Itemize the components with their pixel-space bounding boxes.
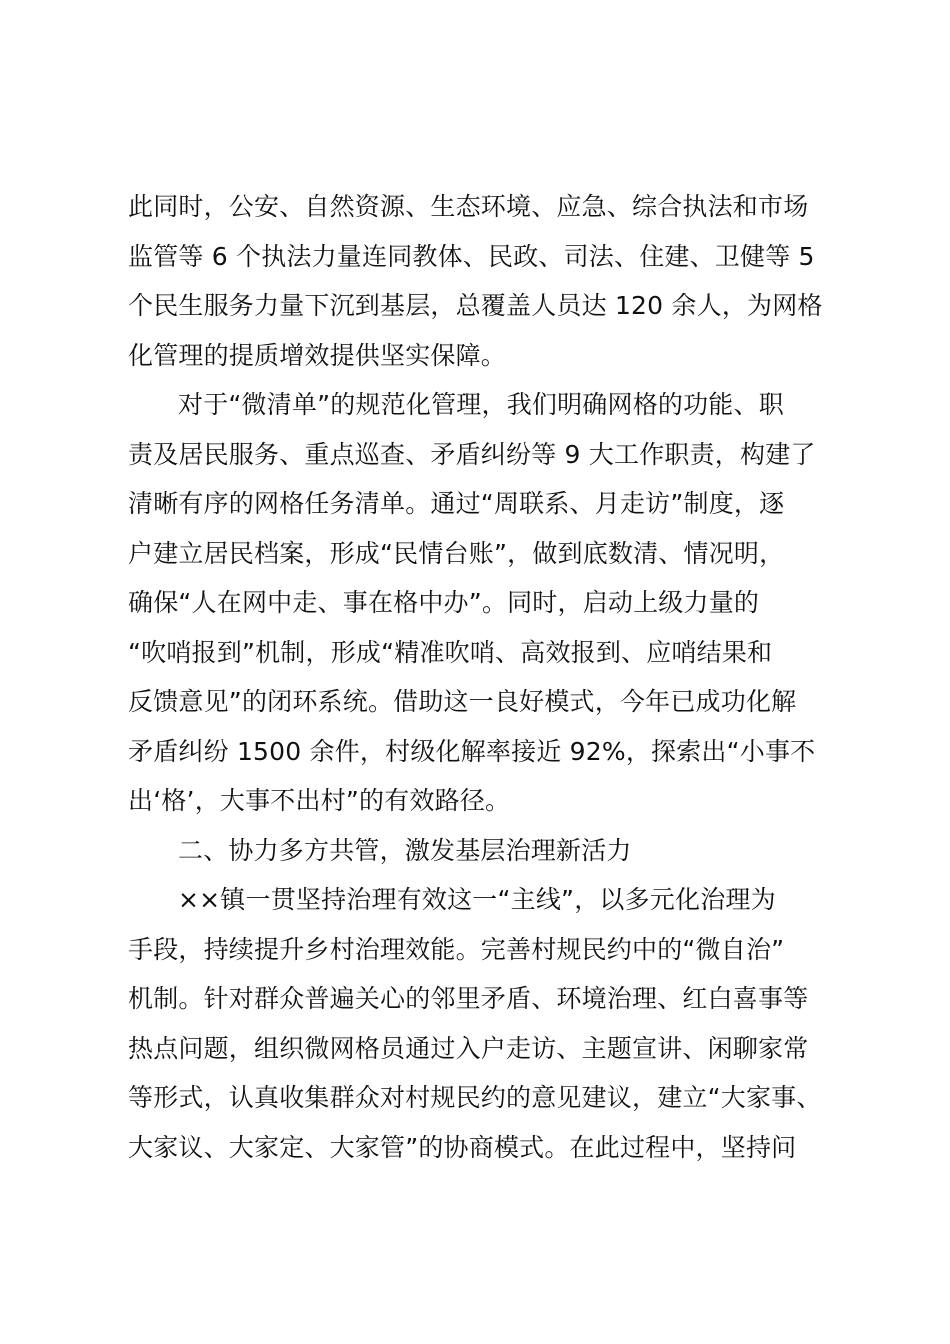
text-line: 此同时，公安、自然资源、生态环境、应急、综合执法和市场 <box>128 192 809 221</box>
text-line: 责及居民服务、重点巡查、矛盾纠纷等 9 大工作职责，构建了 <box>128 439 816 469</box>
paragraph-start-line: 对于“微清单”的规范化管理，我们明确网格的功能、职 <box>178 390 784 419</box>
paragraph-start-line: ××镇一贯坚持治理有效这一“主线”，以多元化治理为 <box>178 885 776 914</box>
text-line: 个民生服务力量下沉到基层，总覆盖人员达 120 余人，为网格 <box>128 291 823 320</box>
body-text <box>128 182 838 1172</box>
text-line: 监管等 6 个执法力量连同教体、民政、司法、住建、卫健等 5 <box>128 241 815 271</box>
text-line: 机制。针对群众普遍关心的邻里矛盾、环境治理、红白喜事等 <box>128 984 809 1013</box>
text-line: 户建立居民档案，形成“民情台账”，做到底数清、情况明， <box>128 538 785 568</box>
text-line: 反馈意见”的闭环系统。借助这一良好模式，今年已成功化解 <box>128 687 797 716</box>
text-line: 大家议、大家定、大家管”的协商模式。在此过程中，坚持问 <box>128 1132 797 1162</box>
text-line: 手段，持续提升乡村治理效能。完善村规民约中的“微自治” <box>128 934 785 964</box>
text-line: 矛盾纠纷 1500 余件，村级化解率接近 92%，探索出“小事不 <box>128 736 816 766</box>
text-line: 等形式，认真收集群众对村规民约的意见建议，建立“大家事、 <box>128 1083 822 1112</box>
text-line: 化管理的提质增效提供坚实保障。 <box>128 340 507 370</box>
text-line: 清晰有序的网格任务清单。通过“周联系、月走访”制度，逐 <box>128 489 785 518</box>
text-line: 热点问题，组织微网格员通过入户走访、主题宣讲、闲聊家常 <box>128 1033 809 1063</box>
text-line: 确保“人在网中走、事在格中办”。同时，启动上级力量的 <box>128 588 760 617</box>
section-heading: 二、协力多方共管，激发基层治理新活力 <box>178 835 632 865</box>
text-line: “吹哨报到”机制，形成“精准吹哨、高效报到、应哨结果和 <box>128 637 773 667</box>
text-line: 出‘格’，大事不出村”的有效路径。 <box>128 786 511 815</box>
